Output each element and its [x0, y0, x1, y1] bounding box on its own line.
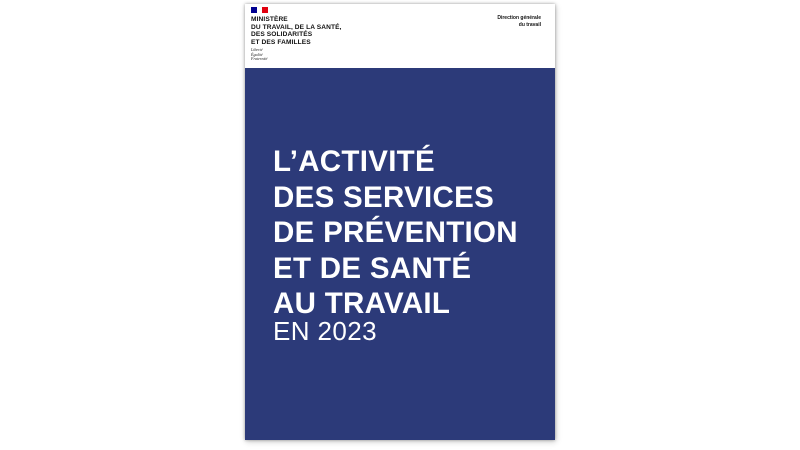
ministry-name — [251, 16, 401, 46]
direction-line: du travail — [518, 21, 541, 28]
motto-line: Égalité — [251, 51, 263, 57]
cover-header — [245, 4, 555, 68]
title-line: DES SERVICES — [273, 180, 495, 214]
ministry-line: ET DES FAMILLES — [251, 38, 311, 46]
report-cover — [245, 4, 555, 440]
republic-motto — [251, 48, 267, 62]
motto-line: Fraternité — [251, 56, 268, 62]
title-line: DE PRÉVENTION — [273, 216, 518, 249]
title-line: L’ACTIVITÉ — [273, 145, 435, 178]
direction-line: Direction générale — [497, 15, 541, 21]
title-line: AU TRAVAIL — [273, 287, 451, 320]
report-year: EN 2023 — [273, 316, 377, 346]
flag-stripe-red — [262, 7, 268, 13]
motto-line: Liberté — [251, 47, 263, 52]
ministry-line: MINISTÈRE — [251, 16, 288, 23]
ministry-line: DU TRAVAIL, DE LA SANTÉ, — [251, 23, 342, 31]
report-title — [273, 144, 518, 322]
direction-name — [497, 15, 541, 28]
ministry-line: DES SOLIDARITÉS — [251, 31, 313, 39]
french-flag-icon — [251, 7, 268, 13]
cover-title-panel — [245, 68, 555, 440]
title-line: ET DE SANTÉ — [273, 251, 472, 285]
